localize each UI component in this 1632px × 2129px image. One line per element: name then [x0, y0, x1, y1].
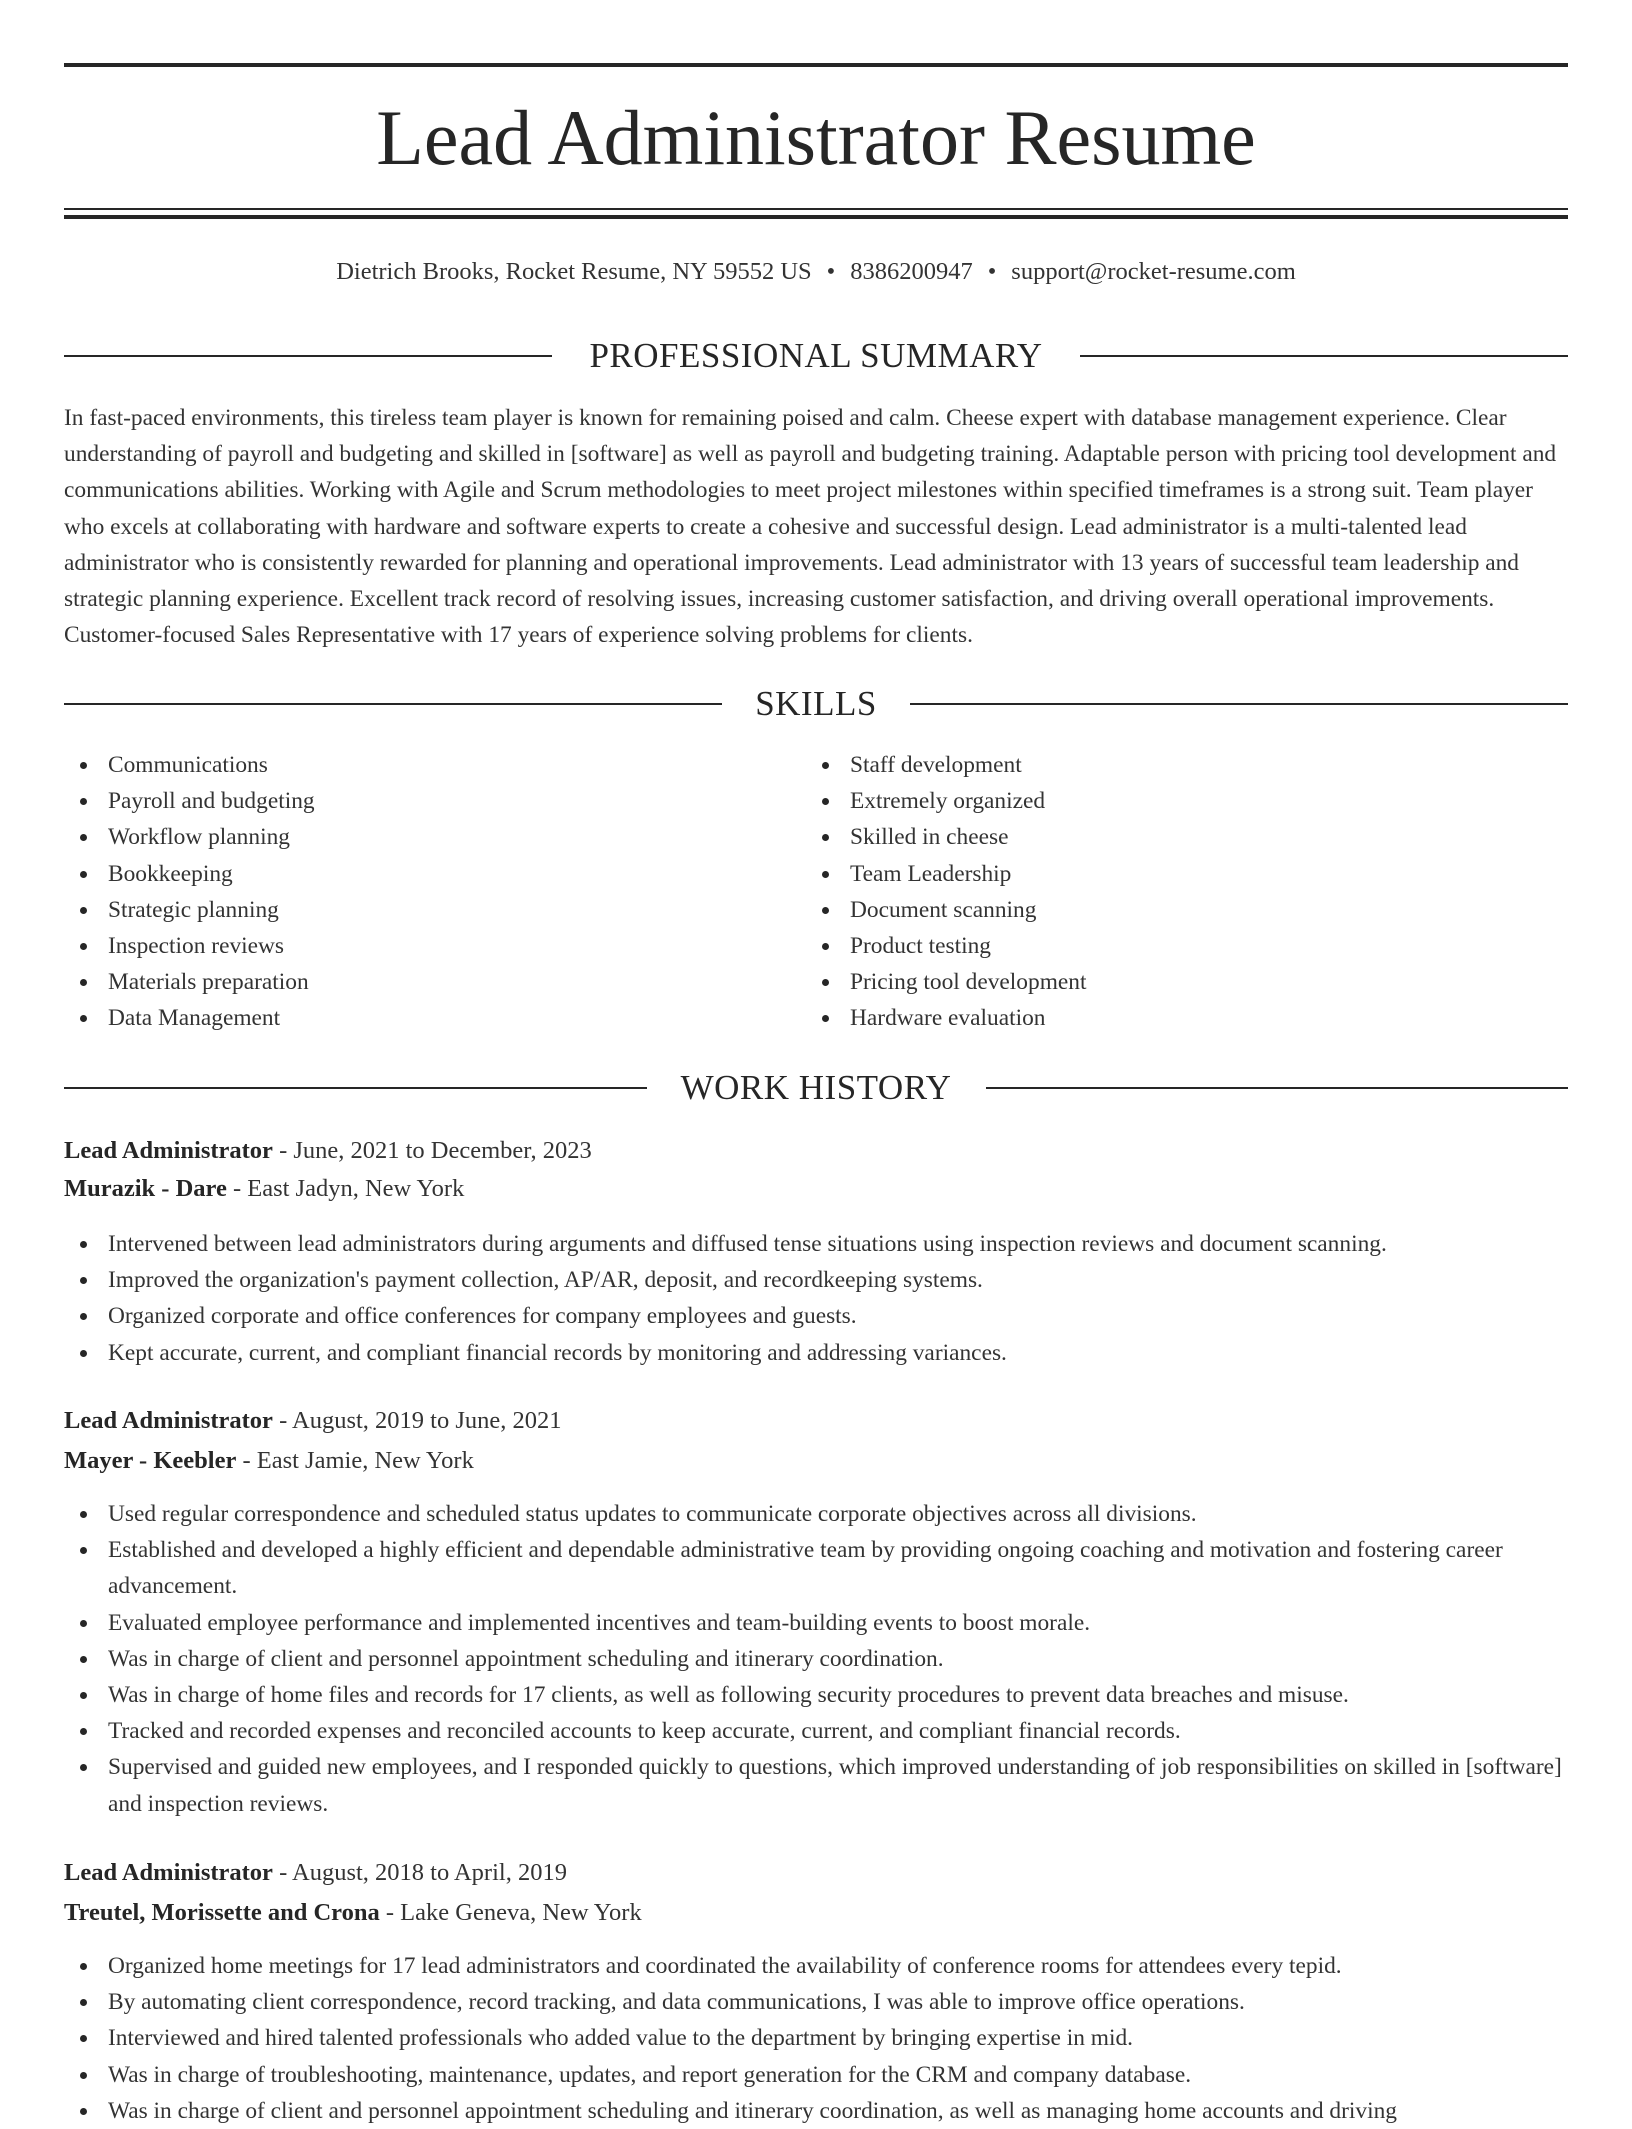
contact-phone: 8386200947 — [850, 258, 973, 285]
job-company: Treutel, Morissette and Crona — [64, 1899, 380, 1926]
job-dates: - August, 2019 to June, 2021 — [272, 1407, 562, 1434]
skill-item: Inspection reviews — [64, 928, 804, 964]
section-header-skills — [64, 682, 1568, 726]
section-title-skills: SKILLS — [755, 684, 877, 723]
contact-separator: • — [987, 258, 997, 285]
skill-item: Skilled in cheese — [806, 819, 1568, 855]
job-bullet: Organized home meetings for 17 lead administrators and coordinated the availability of conference rooms for attendees every tepid. — [64, 1948, 1568, 1984]
title-rule-thin — [64, 208, 1568, 210]
job-company: Mayer - Keebler — [64, 1447, 237, 1474]
job-title-line — [64, 1132, 1568, 1170]
job-bullets — [64, 1496, 1568, 1822]
skill-item: Strategic planning — [64, 892, 804, 928]
job-title: Lead Administrator — [64, 1859, 273, 1886]
job-company-line — [64, 1170, 1568, 1208]
contact-email: support@rocket-resume.com — [1011, 258, 1296, 285]
job-bullet: Was in charge of home files and records for 17 clients, as well as following security procedures to prevent data breaches and misuse. — [64, 1677, 1568, 1713]
skill-item: Team Leadership — [806, 856, 1568, 892]
contact-line — [64, 254, 1568, 290]
skill-item: Payroll and budgeting — [64, 783, 804, 819]
skill-item: Document scanning — [806, 892, 1568, 928]
job-bullets — [64, 1948, 1568, 2129]
job-title-line — [64, 1854, 1568, 1892]
header-rule-right — [986, 1087, 1568, 1089]
skills-list-right — [806, 747, 1568, 1037]
job-bullet: Tracked and recorded expenses and reconciled accounts to keep accurate, current, and compliant financial records. — [64, 1713, 1568, 1749]
job-bullet: Evaluated employee performance and implemented incentives and team-building events to boost morale. — [64, 1605, 1568, 1641]
job-bullet: Was in charge of troubleshooting, maintenance, updates, and report generation for the CRM and company database. — [64, 2057, 1568, 2093]
job-bullet: Supervised and guided new employees, and I responded quickly to questions, which improved understanding of job responsibilities on skilled in [software] and inspection reviews. — [64, 1749, 1568, 1821]
job-dates: - June, 2021 to December, 2023 — [272, 1137, 592, 1164]
section-title-summary: PROFESSIONAL SUMMARY — [589, 336, 1043, 375]
header-rule-right — [1080, 355, 1568, 357]
skill-item: Pricing tool development — [806, 964, 1568, 1000]
page-title: Lead Administrator Resume — [376, 94, 1256, 181]
top-rule — [64, 63, 1568, 67]
job-bullet: Kept accurate, current, and compliant financial records by monitoring and addressing variances. — [64, 1335, 1568, 1371]
skills-list-left — [64, 747, 804, 1037]
skill-item: Data Management — [64, 1000, 804, 1036]
job-bullet: Established and developed a highly efficient and dependable administrative team by providing ongoing coaching and motivation and fostering career advancement. — [64, 1532, 1568, 1604]
skill-item: Hardware evaluation — [806, 1000, 1568, 1036]
skill-item: Workflow planning — [64, 819, 804, 855]
contact-address: Dietrich Brooks, Rocket Resume, NY 59552 US — [336, 258, 812, 285]
job-company-line — [64, 1894, 1568, 1932]
job-bullets — [64, 1226, 1568, 1371]
job-bullet: Improved the organization's payment collection, AP/AR, deposit, and recordkeeping systems. — [64, 1262, 1568, 1298]
job-bullet: Was in charge of client and personnel appointment scheduling and itinerary coordination. — [64, 1641, 1568, 1677]
header-rule-right — [910, 703, 1568, 705]
section-header-summary — [64, 334, 1568, 378]
job-company-line — [64, 1442, 1568, 1480]
job-dates: - August, 2018 to April, 2019 — [272, 1859, 567, 1886]
job-company: Murazik - Dare — [64, 1175, 227, 1202]
job-title: Lead Administrator — [64, 1137, 273, 1164]
job-bullet: Organized corporate and office conferences for company employees and guests. — [64, 1298, 1568, 1334]
skill-item: Bookkeeping — [64, 856, 804, 892]
skill-item: Extremely organized — [806, 783, 1568, 819]
skill-item: Communications — [64, 747, 804, 783]
job-location: - East Jamie, New York — [236, 1447, 474, 1474]
contact-separator: • — [826, 258, 836, 285]
job-bullet: Interviewed and hired talented professionals who added value to the department by bringing expertise in mid. — [64, 2020, 1568, 2056]
job-location: - Lake Geneva, New York — [379, 1899, 642, 1926]
job-bullet: Was in charge of client and personnel appointment scheduling and itinerary coordination, as well as managing home accounts and driving — [64, 2093, 1568, 2129]
job-title-line — [64, 1402, 1568, 1440]
summary-text: In fast-paced environments, this tireless team player is known for remaining poised and calm. Cheese expert with database management experience. Clear understanding of payroll and budgeting and skilled in [software] as well as payroll and budgeting training. Adaptable person with pricing tool development and communications abilities. Working with Agile and Scrum methodologies to meet project milestones within specified timeframes is a strong suit. Team player who excels at collaborating with hardware and software experts to create a cohesive and successful design. Lead administrator is a multi-talented lead administrator who is consistently rewarded for planning and operational improvements. Lead administrator with 13 years of successful team leadership and strategic planning experience. Excellent track record of resolving issues, increasing customer satisfaction, and driving overall operational improvements. Customer-focused Sales Representative with 17 years of experience solving problems for clients. — [64, 405, 1557, 649]
job-location: - East Jadyn, New York — [226, 1175, 465, 1202]
job-bullet: By automating client correspondence, record tracking, and data communications, I was able to improve office operations. — [64, 1984, 1568, 2020]
skill-item: Product testing — [806, 928, 1568, 964]
title-rule-thick — [64, 215, 1568, 219]
section-header-work-history — [64, 1066, 1568, 1110]
skill-item: Staff development — [806, 747, 1568, 783]
section-title-work-history: WORK HISTORY — [680, 1068, 952, 1107]
job-bullet: Intervened between lead administrators during arguments and diffused tense situations using inspection reviews and document scanning. — [64, 1226, 1568, 1262]
skill-item: Materials preparation — [64, 964, 804, 1000]
job-bullet: Used regular correspondence and scheduled status updates to communicate corporate objectives across all divisions. — [64, 1496, 1568, 1532]
job-title: Lead Administrator — [64, 1407, 273, 1434]
